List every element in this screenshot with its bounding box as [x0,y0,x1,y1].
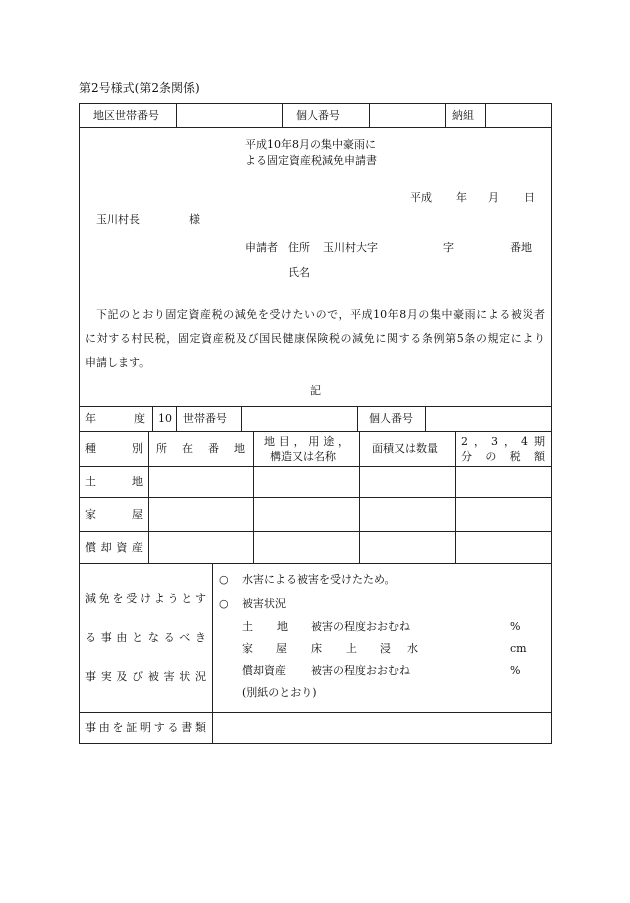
type-header: 種 別 [85,442,143,455]
address-label: 住所 [288,241,310,254]
title-line-2: よる固定資産税減免申請書 [245,154,377,167]
asset-category-field[interactable] [254,532,359,563]
table-personal-number-label: 個人番号 [369,412,413,425]
divider [445,103,446,127]
personal-number-label: 個人番号 [296,109,340,122]
damage-house-char-2: 屋 [276,642,287,655]
flood-damage-item: 水害による被害を受けたため。 [242,573,396,586]
reason-label-line-2: る事由となるべき [85,631,206,644]
damage-land-label: 土地 [242,620,288,633]
damage-land-desc: 被害の程度おおむね [311,620,410,633]
date-era: 平成 [410,191,432,204]
category-header-line-2: 構造又は名称 [270,450,336,463]
addressee-name: 玉川村長 [96,213,140,226]
table-personal-number-field[interactable] [426,407,551,430]
asset-location-field[interactable] [149,532,253,563]
village-label: 玉川村大字 [323,241,378,254]
checkbox-circle-icon[interactable]: ○ [219,573,229,586]
form-number-label: 第2号様式(第2条関係) [79,81,200,95]
date-month: 月 [488,191,499,204]
aza-label: 字 [443,241,454,254]
banchi-label: 番地 [510,241,532,254]
house-area-field[interactable] [360,498,455,531]
damage-house-char-1: 家 [242,642,253,655]
district-household-field[interactable] [177,104,281,126]
category-header-line-1: 地目，用途， [264,435,349,448]
divider [282,103,283,127]
land-category-field[interactable] [254,467,359,497]
house-location-field[interactable] [149,498,253,531]
divider [79,431,552,432]
date-day: 日 [524,191,535,204]
year-value: 10 [158,412,172,425]
tax-group-field[interactable] [486,104,551,126]
household-number-label: 世帯番号 [183,412,227,425]
damage-house-char-6: 水 [407,642,418,655]
area-header: 面積又は数量 [372,442,438,455]
tax-group-label: 納組 [452,109,474,122]
damage-house-unit: cm [510,642,527,655]
divider [79,127,552,128]
household-number-field[interactable] [242,407,356,430]
damage-land-unit: % [510,620,521,633]
ki-label: 記 [310,384,321,397]
damage-house-char-4: 上 [346,642,357,655]
land-location-field[interactable] [149,467,253,497]
asset-tax-field[interactable] [456,532,551,563]
row-label-land: 土 地 [85,475,143,488]
date-year: 年 [456,191,467,204]
tax-header-line-1: 2，3，4期 [461,435,545,448]
divider [357,406,358,431]
damage-asset-label: 償却資産 [242,664,286,677]
reason-label-line-3: 事実及び被害状況 [85,670,206,683]
damage-asset-unit: % [510,664,521,677]
house-tax-field[interactable] [456,498,551,531]
damage-house-char-5: 浸 [380,642,391,655]
divider [152,406,153,431]
row-label-depreciable-assets: 償却資産 [85,541,143,554]
title-line-1: 平成10年8月の集中豪雨に [245,138,376,151]
asset-area-field[interactable] [360,532,455,563]
attachment-note: (別紙のとおり) [242,686,317,699]
body-line-3: 申請します。 [85,356,151,369]
damage-status-item: 被害状況 [242,597,286,610]
year-label: 年 度 [85,412,145,425]
body-line-2: に対する村民税，固定資産税及び国民健康保険税の減免に関する条例第5条の規定により [85,332,545,345]
checkbox-circle-icon[interactable]: ○ [219,597,229,610]
body-line-1: 下記のとおり固定資産税の減免を受けたいので，平成10年8月の集中豪雨による被災者 [96,308,545,321]
damage-house-char-3: 床 [311,642,322,655]
row-label-house: 家 屋 [85,508,143,521]
location-header: 所在番地 [156,442,245,455]
house-category-field[interactable] [254,498,359,531]
proof-documents-label: 事由を証明する書類 [85,721,206,734]
damage-asset-desc: 被害の程度おおむね [311,664,410,677]
addressee-honorific: 様 [189,213,200,226]
district-household-label: 地区世帯番号 [93,109,159,122]
divider [79,563,552,564]
land-area-field[interactable] [360,467,455,497]
personal-number-field[interactable] [370,104,444,126]
tax-header-line-2: 分の税額 [461,450,545,463]
proof-documents-field[interactable] [213,713,551,743]
reason-label-line-1: 減免を受けようとす [85,592,206,605]
applicant-label: 申請者 [245,241,278,254]
land-tax-field[interactable] [456,467,551,497]
divider [176,406,177,431]
name-label: 氏名 [288,266,310,279]
